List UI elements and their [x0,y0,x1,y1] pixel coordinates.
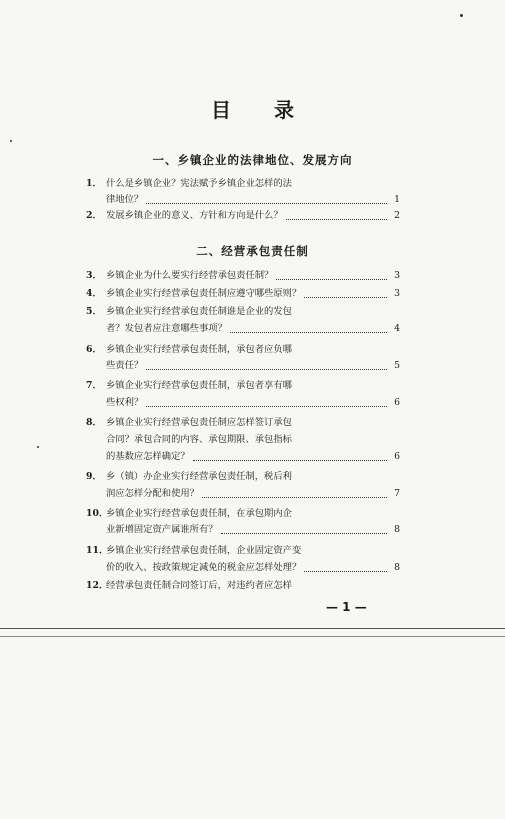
toc-text: 乡镇企业实行经营承包责任制，承包者应负哪 [106,344,292,355]
toc-entry-5-continuation [106,321,400,337]
toc-text: 乡镇企业实行经营承包责任制应怎样签订承包 [106,417,292,428]
dot-leader [202,497,387,498]
toc-entry-6 [86,342,400,358]
toc-number: 5． [86,306,102,317]
toc-text: 润应怎样分配和使用？ [106,488,199,499]
toc-entry-7-continuation [106,395,400,411]
toc-page-number: 4 [394,323,400,334]
scan-rule [0,636,505,637]
section-heading-1: 一、乡镇企业的法律地位、发展方向 [152,153,353,167]
toc-entry-11 [86,543,400,559]
toc-entry-7 [86,378,400,394]
toc-page-number: 7 [394,488,400,499]
scan-rule [0,628,505,629]
dot-leader [193,460,387,461]
dot-leader [304,571,387,572]
toc-number: 4． [86,288,102,299]
toc-entry-3 [86,268,400,284]
toc-entry-5 [86,304,400,320]
toc-number: 1． [86,178,102,189]
toc-entry-6-continuation [106,358,400,374]
toc-text: 乡镇企业实行经营承包责任制应遵守哪些原则？ [106,288,302,299]
toc-text: 些责任？ [106,360,144,371]
toc-text: 的基数应怎样确定？ [106,451,190,462]
toc-text: 价的收入、按政策规定减免的税金应怎样处理？ [106,562,302,573]
toc-number: 2． [86,210,102,221]
toc-entry-4 [86,286,400,302]
scan-speck [37,446,39,448]
toc-page-number: 8 [394,562,400,573]
toc-text: 业新增固定资产属谁所有？ [106,524,218,535]
toc-entry-9-continuation [106,486,400,502]
toc-entry-10 [86,506,400,522]
dot-leader [146,406,387,407]
toc-page-number: 5 [394,360,400,371]
toc-text: 乡镇企业实行经营承包责任制谁是企业的发包 [106,306,292,317]
toc-text: 发展乡镇企业的意义、方针和方向是什么？ [106,210,283,221]
toc-text: 乡镇企业实行经营承包责任制，企业固定资产变 [106,545,302,556]
dot-leader [286,219,387,220]
toc-entry-8 [86,415,400,431]
toc-number: 7． [86,380,102,391]
dot-leader [221,533,387,534]
toc-number: 10． [86,508,109,519]
page-title: 目 录 [211,98,312,122]
scan-speck [460,14,463,17]
toc-page-number: 6 [394,397,400,408]
toc-text: 乡镇企业实行经营承包责任制，承包者享有哪 [106,380,292,391]
scan-speck [10,140,12,142]
toc-entry-2 [86,208,400,224]
toc-entry-1-continuation [106,192,400,208]
toc-text: 什么是乡镇企业？宪法赋予乡镇企业怎样的法 [106,178,292,189]
toc-entry-11-continuation [106,560,400,576]
dot-leader [230,332,387,333]
toc-entry-8-continuation-2 [106,449,400,465]
toc-entry-8-continuation [106,432,400,448]
toc-page-number: 1 [394,194,400,205]
toc-number: 8． [86,417,102,428]
toc-page-number: 2 [394,210,400,221]
page-folio: — 1 — [326,600,367,614]
toc-entry-1 [86,176,400,192]
dot-leader [304,297,387,298]
toc-page-number: 3 [394,270,400,281]
toc-text: 乡镇企业为什么要实行经营承包责任制？ [106,270,274,281]
toc-page-number: 3 [394,288,400,299]
toc-number: 12． [86,580,109,591]
toc-number: 11． [86,545,109,556]
toc-entry-9 [86,469,400,485]
toc-text: 些权利？ [106,397,144,408]
toc-text: 律地位？ [106,194,144,205]
dot-leader [146,369,387,370]
toc-number: 3． [86,270,102,281]
toc-text: 乡镇企业实行经营承包责任制，在承包期内企 [106,508,292,519]
toc-entry-10-continuation [106,522,400,538]
toc-text: 合同？承包合同的内容、承包期限、承包指标 [106,434,292,445]
toc-page-number: 6 [394,451,400,462]
toc-text: 乡（镇）办企业实行经营承包责任制，税后利 [106,471,292,482]
toc-text: 经营承包责任制合同签订后，对违约者应怎样 [106,580,292,591]
toc-text: 者？发包者应注意哪些事项？ [106,323,227,334]
toc-number: 6． [86,344,102,355]
toc-page-number: 8 [394,524,400,535]
section-heading-2: 二、经营承包责任制 [196,244,309,258]
toc-entry-12 [86,578,400,594]
toc-number: 9． [86,471,102,482]
dot-leader [146,203,387,204]
dot-leader [276,279,387,280]
